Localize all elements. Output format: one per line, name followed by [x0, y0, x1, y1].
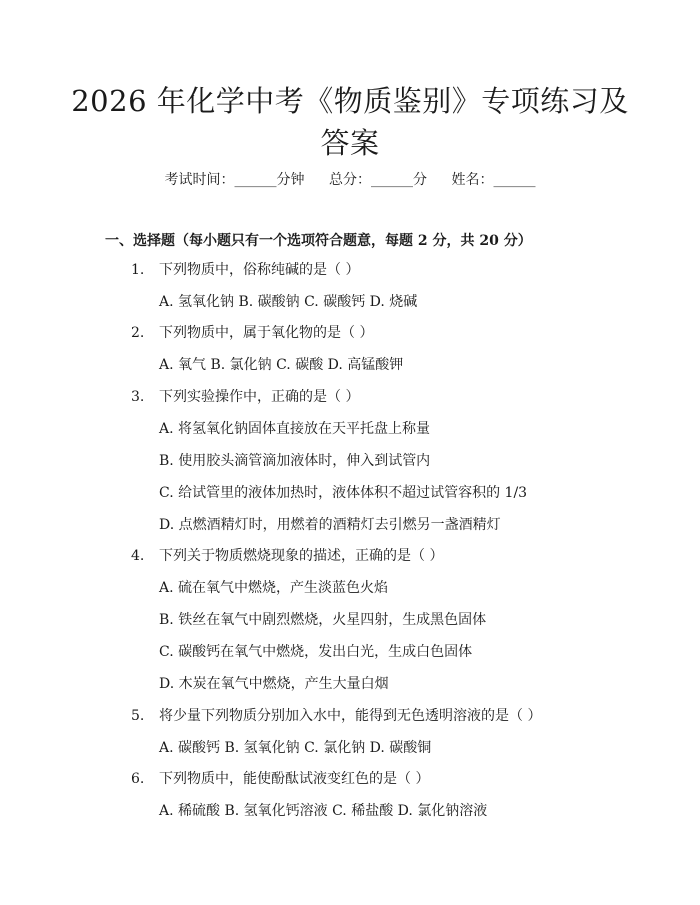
question-stem: 将少量下列物质分别加入水中，能得到无色透明溶液的是（ ） [159, 708, 542, 724]
question-3-option-b: B. 使用胶头滴管滴加液体时，伸入到试管内 [159, 453, 431, 469]
question-number: 6. [131, 771, 145, 787]
question-number: 2. [131, 325, 145, 341]
question-number: 3. [131, 389, 145, 405]
exam-info [0, 170, 700, 190]
question-4 [131, 546, 443, 566]
question-3 [131, 387, 359, 407]
question-2-options: A. 氧气 B. 氯化钠 C. 碳酸 D. 高锰酸钾 [159, 357, 404, 373]
exam-name: 姓名：______ [451, 172, 536, 188]
question-4-option-b: B. 铁丝在氧气中剧烈燃烧，火星四射，生成黑色固体 [159, 612, 487, 628]
question-4-option-a: A. 硫在氧气中燃烧，产生淡蓝色火焰 [159, 580, 389, 596]
question-2 [131, 323, 373, 343]
page-title: 2026 年化学中考《物质鉴别》专项练习及答案 [71, 84, 629, 160]
question-4-option-d: D. 木炭在氧气中燃烧，产生大量白烟 [159, 676, 389, 692]
question-number: 1. [131, 262, 145, 278]
question-1-options: A. 氢氧化钠 B. 碳酸钠 C. 碳酸钙 D. 烧碱 [159, 294, 418, 310]
exam-time: 考试时间：______分钟 [164, 172, 305, 188]
exam-total-score: 总分：______分 [329, 172, 427, 188]
question-6 [131, 769, 429, 789]
question-stem: 下列实验操作中，正确的是（ ） [159, 389, 360, 405]
question-6-options: A. 稀硫酸 B. 氢氧化钙溶液 C. 稀盐酸 D. 氯化钠溶液 [159, 803, 488, 819]
question-5 [131, 706, 541, 726]
question-stem: 下列物质中，俗称纯碱的是（ ） [159, 262, 360, 278]
question-1 [131, 260, 359, 280]
question-3-option-d: D. 点燃酒精灯时，用燃着的酒精灯去引燃另一盏酒精灯 [159, 517, 501, 533]
question-number: 4. [131, 548, 145, 564]
question-stem: 下列物质中，能使酚酞试液变红色的是（ ） [159, 771, 430, 787]
section-heading: 一、选择题（每小题只有一个选项符合题意，每题 2 分，共 20 分） [105, 233, 532, 249]
question-5-options: A. 碳酸钙 B. 氢氧化钠 C. 氯化钠 D. 碳酸铜 [159, 740, 432, 756]
question-3-option-c: C. 给试管里的液体加热时，液体体积不超过试管容积的 1/3 [159, 485, 528, 501]
question-number: 5. [131, 708, 145, 724]
question-4-option-c: C. 碳酸钙在氧气中燃烧，发出白光，生成白色固体 [159, 644, 473, 660]
question-3-option-a: A. 将氢氧化钠固体直接放在天平托盘上称量 [159, 421, 431, 437]
question-stem: 下列物质中，属于氧化物的是（ ） [159, 325, 374, 341]
question-stem: 下列关于物质燃烧现象的描述，正确的是（ ） [159, 548, 444, 564]
